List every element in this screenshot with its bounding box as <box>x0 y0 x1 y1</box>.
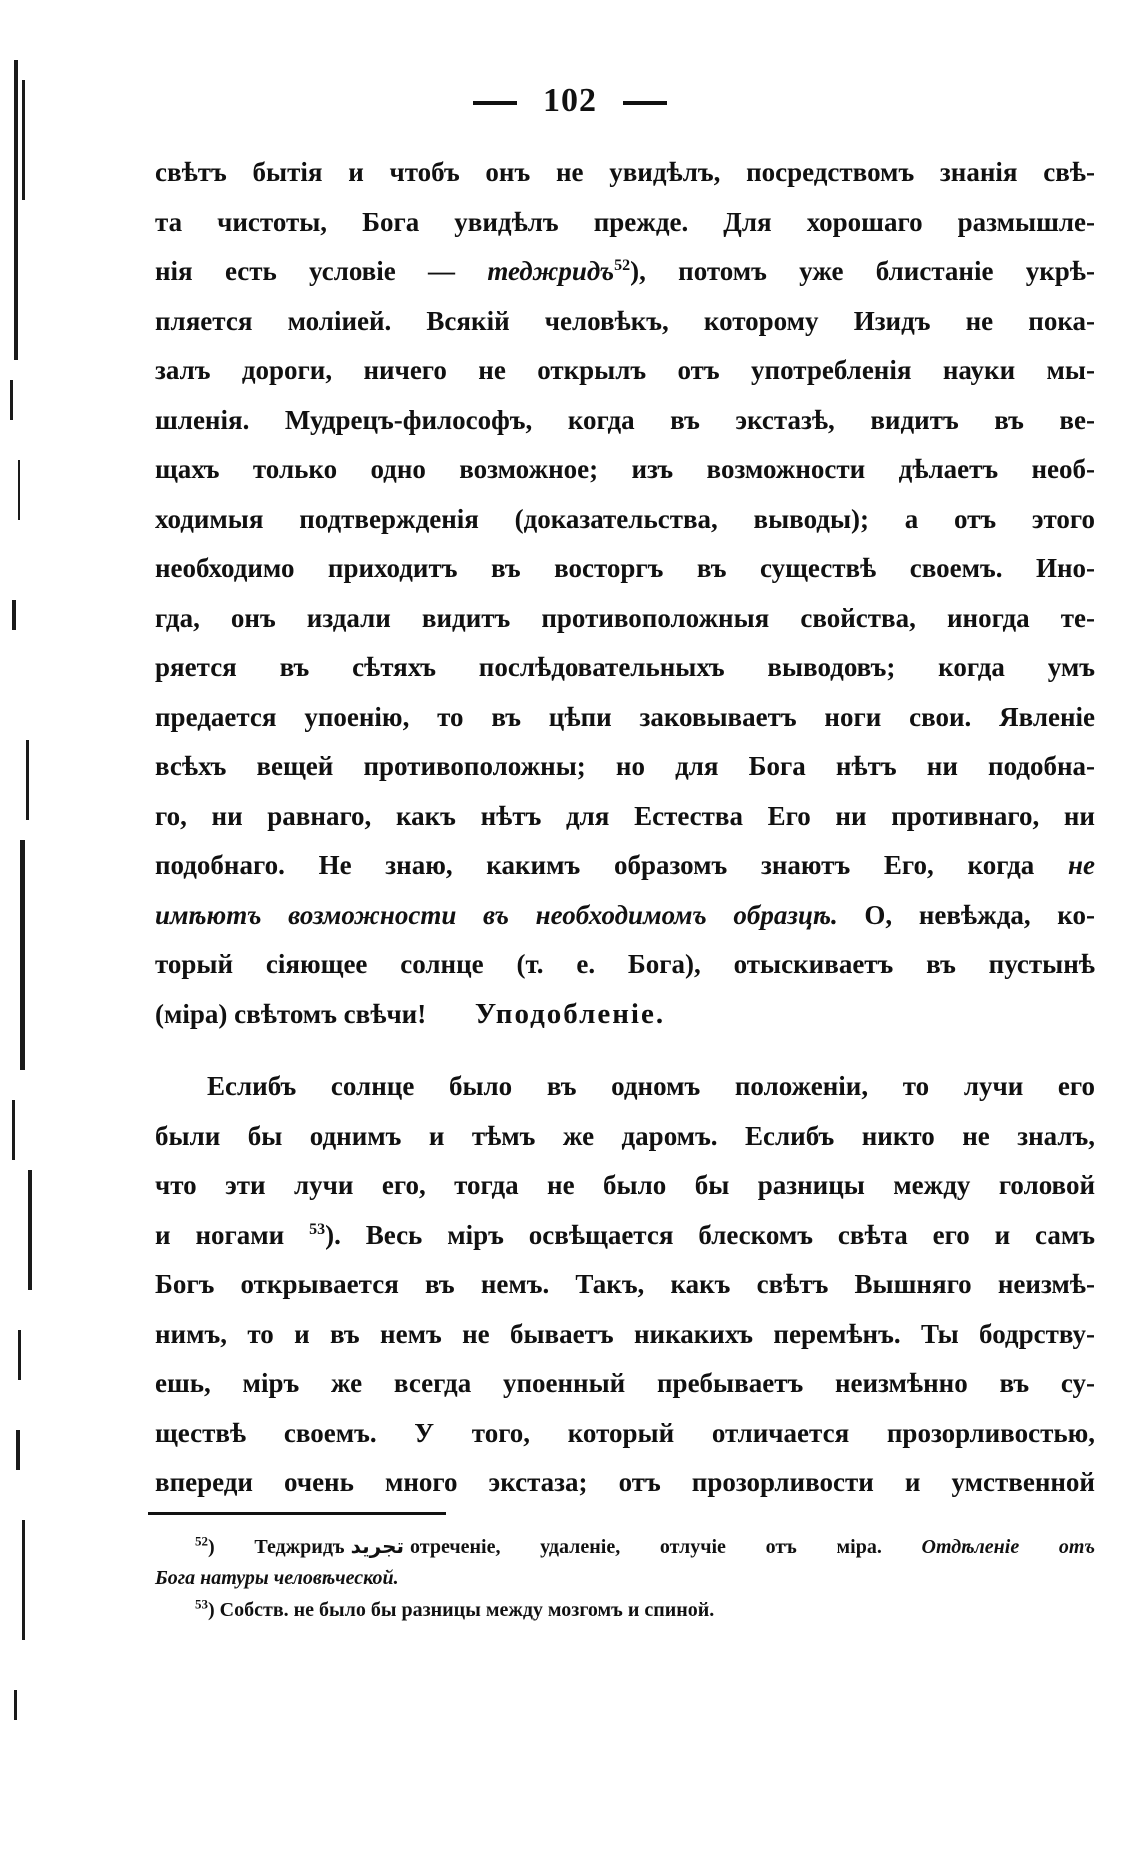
footnotes <box>155 1530 1095 1626</box>
footnote-term: Теджридъ <box>254 1536 345 1558</box>
text-line: всѣхъ вещей противоположны; но для Бога нѣтъ ни подобна- <box>155 751 1095 781</box>
footnote-content: $^{52}$) Теджридъ تجريد отреченіе, удаленіе, отлучіе отъ міра. Отдѣленіе отъ <box>195 1536 1095 1558</box>
text-line: что эти лучи его, тогда не было бы разницы между головой <box>155 1170 1095 1200</box>
text-fragment: О, невѣжда, ко- <box>837 899 1095 930</box>
footnote-53: $^{53}$) Собств. не было бы разницы между мозгомъ и спиной. <box>195 1596 715 1621</box>
footnote-italic: Бога натуры человѣческой. <box>155 1567 399 1589</box>
page-number <box>0 82 1140 120</box>
text-line <box>155 841 1095 891</box>
footnote-italic: Отдѣленіе отъ <box>921 1536 1095 1558</box>
arabic-term: تجريد <box>350 1534 405 1558</box>
text-line: необходимо приходитъ въ восторгъ въ существѣ своемъ. Ино- <box>155 553 1095 583</box>
text-line: та чистоты, Бога увидѣлъ прежде. Для хорошаго размышле- <box>155 206 1095 237</box>
text-line <box>155 1211 1095 1261</box>
text-line: шленія. Мудрецъ-философъ, когда въ экстазѣ, видитъ въ ве- <box>155 404 1095 435</box>
page-number-value: 102 <box>543 82 597 119</box>
text-line: ешь, міръ же всегда упоенный пребываетъ неизмѣнно въ су- <box>155 1368 1095 1398</box>
paragraph-simile <box>155 1062 1095 1508</box>
footnote-text: Собств. не было бы разницы между мозгомъ и спиной. <box>219 1599 715 1621</box>
footnote-ref: 52 <box>614 257 631 274</box>
text-fragment: подобнаго. Не знаю, какимъ образомъ знаютъ Его, когда <box>155 850 1069 880</box>
section-heading: Уподобленіе. <box>474 998 666 1030</box>
text-line: Богъ открывается въ немъ. Такъ, какъ свѣтъ Вышняго неизмѣ- <box>155 1269 1095 1299</box>
text-line: предается упоенію, то въ цѣпи заковываетъ ноги свои. Явленіе <box>155 701 1095 732</box>
footnote-52 <box>155 1530 1095 1562</box>
text-line: го, ни равнаго, какъ нѣтъ для Естества Его ни противнаго, ни <box>155 800 1095 831</box>
footnote-marker: 52 <box>195 1533 208 1549</box>
scan-edge-artifacts <box>0 40 70 1800</box>
paragraph-main <box>155 148 1095 1039</box>
italic-fragment: имѣютъ возможности въ необходимомъ образцѣ. <box>155 899 838 930</box>
footnote-marker: 53 <box>195 1596 208 1612</box>
page-number-dash-left <box>473 101 517 105</box>
text-line: (міра) свѣтомъ свѣчи! <box>155 998 427 1029</box>
footnote-52-continued <box>155 1562 1095 1594</box>
text-fragment: нія есть условіе — <box>155 256 488 286</box>
footnote-divider <box>148 1512 446 1515</box>
text-fragment: ), потомъ уже блистаніе укрѣ- <box>630 256 1095 286</box>
text-line: впереди очень много экстаза; отъ прозорливости и умственной <box>155 1467 1095 1497</box>
page-number-dash-right <box>623 101 667 105</box>
text-fragment: и ногами <box>155 1219 310 1250</box>
footnote-ref: 53 <box>309 1220 326 1238</box>
text-line: залъ дороги, ничего не открылъ отъ употребленія науки мы- <box>155 355 1095 385</box>
text-line <box>155 247 1095 297</box>
text-line: нимъ, то и въ немъ не бываетъ никакихъ перемѣнъ. Ты бодрству- <box>155 1318 1095 1349</box>
italic-fragment: не <box>1068 850 1095 880</box>
italic-term: теджридъ <box>487 256 615 286</box>
text-line: ходимыя подтвержденія (доказательства, выводы); а отъ этого <box>155 503 1095 534</box>
footnote-text: отреченіе, удаленіе, отлучіе отъ міра. <box>410 1536 882 1558</box>
text-line: гда, онъ издали видитъ противоположныя свойства, иногда те- <box>155 602 1095 633</box>
text-line: ществѣ своемъ. У того, который отличается прозорливостью, <box>155 1417 1095 1448</box>
text-fragment: ). Весь міръ освѣщается блескомъ свѣта его и самъ <box>325 1219 1095 1250</box>
text-line: Еслибъ солнце было въ одномъ положеніи, то лучи его <box>207 1071 1095 1101</box>
text-line: свѣтъ бытія и чтобъ онъ не увидѣлъ, посредствомъ знанія свѣ- <box>155 157 1095 187</box>
text-line <box>155 891 1095 941</box>
text-line: щахъ только одно возможное; изъ возможности дѣлаетъ необ- <box>155 454 1095 484</box>
text-line: пляется моліией. Всякій человѣкъ, которому Изидъ не пока- <box>155 305 1095 336</box>
text-line: были бы однимъ и тѣмъ же даромъ. Еслибъ никто не зналъ, <box>155 1120 1095 1151</box>
text-line: ряется въ сѣтяхъ послѣдовательныхъ выводовъ; когда умъ <box>155 652 1095 682</box>
text-line: торый сіяющее солнце (т. е. Бога), отыскиваетъ въ пустынѣ <box>155 949 1095 979</box>
